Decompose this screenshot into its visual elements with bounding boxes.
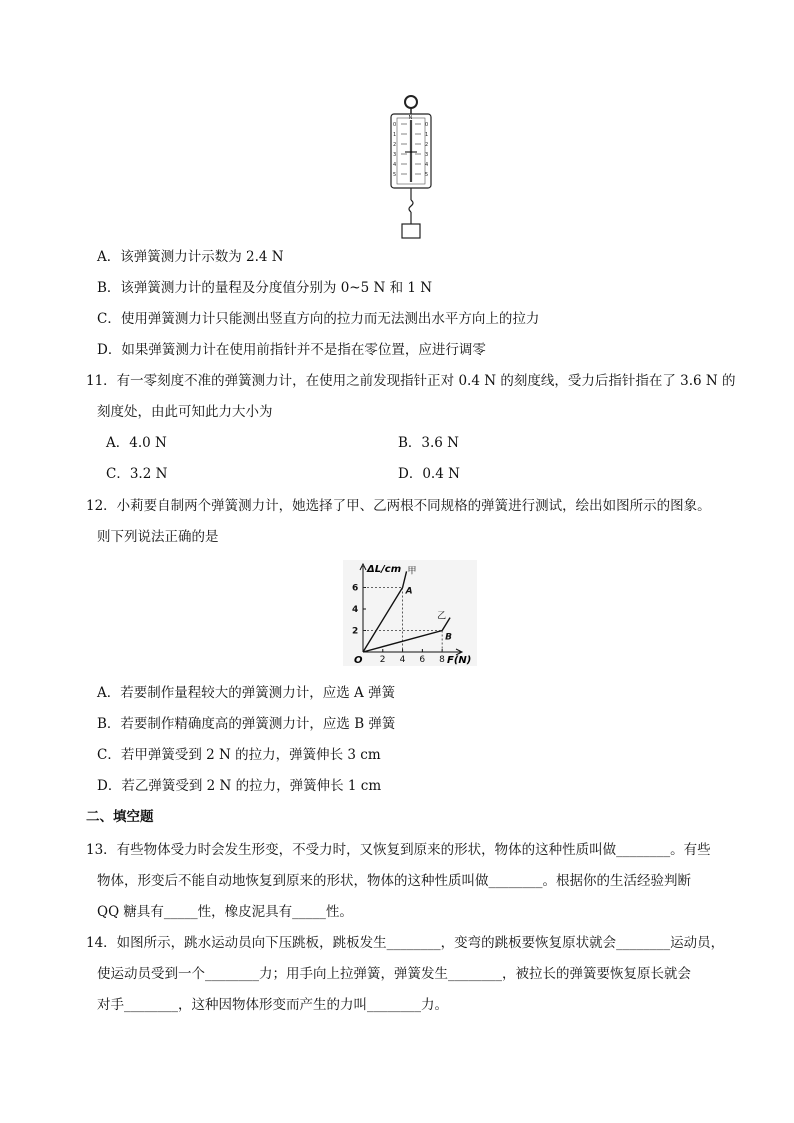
scale-mark-right-2: 2 xyxy=(425,142,429,148)
q11-option-d: D．0.4 N xyxy=(398,466,460,482)
q11-option-c: C．3.2 N xyxy=(106,466,168,482)
q12-option-b: B．若要制作精确度高的弹簧测力计，应选 B 弹簧 xyxy=(97,716,396,732)
q12-option-a: A．若要制作量程较大的弹簧测力计，应选 A 弹簧 xyxy=(97,685,396,701)
q13-line2: 物体，形变后不能自动地恢复到原来的形状，物体的这种性质叫做________。根据你的生活经验判断 xyxy=(97,873,691,889)
y-tick-label-1: 4 xyxy=(352,605,359,615)
q11-stem-line1: 11．有一零刻度不准的弹簧测力计，在使用之前发现指针正对 0.4 N 的刻度线，受力后指针指在了 3.6 N 的 xyxy=(86,373,736,389)
scale-mark-left-2: 2 xyxy=(393,142,397,148)
q10-option-b: B．该弹簧测力计的量程及分度值分别为 0~5 N 和 1 N xyxy=(97,280,433,296)
x-tick-label-3: 8 xyxy=(439,655,445,665)
origin-label: O xyxy=(354,655,363,666)
section-heading-fill-in: 二、填空题 xyxy=(86,809,154,825)
hanging-weight xyxy=(402,224,420,238)
q10-option-c: C．使用弹簧测力计只能测出竖直方向的拉力而无法测出水平方向上的拉力 xyxy=(97,311,540,327)
x-tick-label-0: 2 xyxy=(379,655,386,665)
scale-mark-right-5: 5 xyxy=(425,172,429,178)
q10-option-a: A．该弹簧测力计示数为 2.4 N xyxy=(97,249,284,265)
x-axis-label: F(N) xyxy=(447,655,472,666)
q11-stem-line2: 刻度处，由此可知此力大小为 xyxy=(97,404,273,420)
scale-mark-right-1: 1 xyxy=(425,132,429,138)
scale-mark-left-1: 1 xyxy=(393,132,397,138)
q13-line1: 13．有些物体受力时会发生形变，不受力时，又恢复到原来的形状，物体的这种性质叫做________。有些 xyxy=(86,842,711,858)
q14-line2: 使运动员受到一个________力；用手向上拉弹簧，弹簧发生________，被拉长的弹簧要恢复原长就会 xyxy=(97,966,691,982)
spring-scale-figure xyxy=(385,92,437,242)
q11-option-b: B．3.6 N xyxy=(398,435,459,451)
series-name-1: 乙 xyxy=(437,611,447,622)
q10-option-d: D．如果弹簧测力计在使用前指针并不是指在零位置，应进行调零 xyxy=(97,342,486,358)
x-tick-label-2: 6 xyxy=(419,655,426,665)
scale-mark-right-3: 3 xyxy=(425,152,429,158)
point-label-1: B xyxy=(445,632,453,643)
y-axis-label: ΔL/cm xyxy=(367,564,402,575)
extension-force-chart xyxy=(343,560,477,666)
scale-mark-left-3: 3 xyxy=(393,152,397,158)
q12-option-c: C．若甲弹簧受到 2 N 的拉力，弹簧伸长 3 cm xyxy=(97,747,381,763)
q12-stem-line1: 12．小莉要自制两个弹簧测力计，她选择了甲、乙两根不同规格的弹簧进行测试，绘出如图所示的图象。 xyxy=(86,498,711,514)
q14-line3: 对手________，这种因物体形变而产生的力叫________力。 xyxy=(97,997,448,1013)
q12-stem-line2: 则下列说法正确的是 xyxy=(97,529,219,545)
x-tick-label-1: 4 xyxy=(399,655,406,665)
y-tick-label-2: 6 xyxy=(352,583,359,594)
scale-mark-right-4: 4 xyxy=(425,162,429,168)
scale-unit-label: N xyxy=(408,115,413,121)
scale-mark-left-4: 4 xyxy=(393,162,397,168)
scale-mark-left-0: 0 xyxy=(393,122,397,128)
y-tick-label-0: 2 xyxy=(352,626,359,637)
q14-line1: 14．如图所示，跳水运动员向下压跳板，跳板发生________，变弯的跳板要恢复原状就会________运动员， xyxy=(86,935,725,951)
point-label-0: A xyxy=(405,586,413,597)
series-name-0: 甲 xyxy=(407,566,417,577)
q12-option-d: D．若乙弹簧受到 2 N 的拉力，弹簧伸长 1 cm xyxy=(97,778,382,794)
scale-mark-right-0: 0 xyxy=(425,122,429,128)
scale-mark-left-5: 5 xyxy=(393,172,397,178)
q13-line3: QQ 糖具有_____性，橡皮泥具有_____性。 xyxy=(97,904,353,920)
q11-option-a: A．4.0 N xyxy=(106,435,167,451)
